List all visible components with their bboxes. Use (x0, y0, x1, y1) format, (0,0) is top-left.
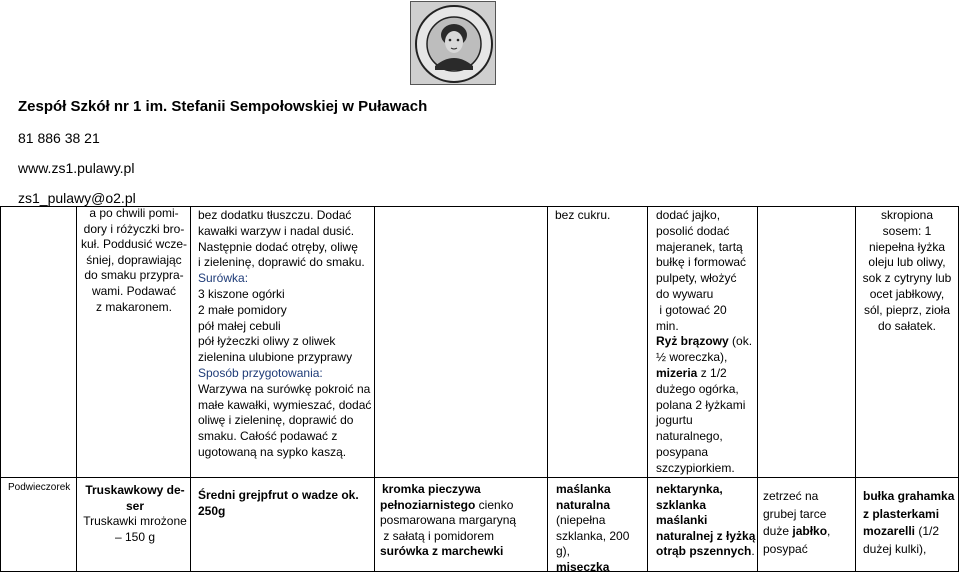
text-line: smaku. Całość podawać z (198, 429, 338, 444)
row2-col4-cell (556, 482, 646, 572)
text-line: a po chwili pomi- (89, 206, 179, 220)
text-line: niepełna łyżka (868, 239, 946, 254)
text-line: śniej, doprawiając (86, 252, 182, 267)
bold-span: mozarelli (863, 524, 916, 538)
text-line: i gotować 20 (656, 302, 727, 317)
text-line: ½ woreczka), (656, 350, 728, 365)
col-border (855, 206, 856, 572)
podwieczorek-label-cell (8, 482, 76, 494)
text-line (763, 523, 855, 541)
text-line: szklanka (656, 497, 707, 512)
text-line: miseczka (556, 559, 610, 572)
website-address[interactable]: www.zs1.pulawy.pl (18, 160, 135, 176)
text-span: (1/2 (915, 524, 940, 538)
text-line: dużej kulki), (863, 541, 927, 556)
text-line: dużego ogórka, (656, 381, 739, 396)
text-line: kuł. Poddusić wcze- (80, 237, 188, 252)
ryz-label: Ryż brązowy (656, 334, 729, 349)
text-line: wami. Podawać (91, 283, 177, 298)
text-line: zetrzeć na (763, 489, 819, 503)
col-border (374, 206, 375, 572)
text-line: do wywaru (656, 286, 714, 301)
col-border-left (0, 206, 1, 572)
text-span: . (751, 544, 755, 559)
text-line: sok z cytryny lub (862, 271, 952, 286)
col-border (757, 206, 758, 572)
mizeria-rest: z 1/2 (697, 365, 727, 380)
text-line: dory i różyczki bro- (83, 221, 185, 236)
row2-col6-cell (763, 488, 855, 558)
text-line: polana 2 łyżkami (656, 397, 746, 412)
text-line: Następnie dodać otręby, oliwę (198, 239, 358, 254)
surowka-label: Surówka: (198, 271, 249, 286)
text-line: 250g (198, 503, 226, 518)
email-address[interactable]: zs1_pulawy@o2.pl (18, 190, 136, 206)
text-line: pulpety, włożyć (656, 271, 737, 286)
text-line (863, 523, 958, 541)
bold-span: otrąb pszennych (656, 544, 752, 559)
portrait-seal-image (411, 2, 496, 85)
text-span: cienko (475, 497, 514, 512)
text-line: posmarowana margaryną (380, 513, 517, 528)
text-line: kromka pieczywa (382, 482, 481, 496)
text-line: posypana (656, 444, 709, 459)
row1-col1-cell (78, 206, 190, 315)
text-line: nektarynka, (656, 482, 723, 496)
text-line: naturalnej z łyżką (656, 528, 756, 543)
row2-col7-cell (863, 488, 958, 558)
text-line: oleju lub oliwy, (868, 255, 946, 270)
text-line: naturalna (556, 497, 611, 512)
bold-span: pełnoziarnistego (380, 497, 476, 512)
bold-span: jabłko (792, 524, 828, 538)
text-line (380, 498, 546, 514)
text-line: naturalnego, (656, 429, 723, 444)
ingredient-line: zielenina ulubione przyprawy (198, 350, 353, 365)
sposob-label: Sposób przygotowania: (198, 365, 323, 380)
phone-number: 81 886 38 21 (18, 130, 100, 146)
row1-col7-cell (857, 208, 957, 334)
row-divider (0, 477, 959, 478)
text-line: ocet jabłkowy, (869, 286, 945, 301)
ingredient-line: pół łyżeczki oliwy z oliwek (198, 334, 336, 349)
text-line: oliwę i zieleninę, doprawić do (198, 413, 354, 428)
text-line: dodać jajko, (656, 208, 721, 222)
text-line: posolić dodać (656, 223, 730, 238)
col-border (647, 206, 648, 572)
mizeria-label: mizeria (656, 365, 698, 380)
text-line (656, 334, 756, 350)
text-line: szklanka, 200 g), (556, 528, 630, 559)
school-logo (410, 1, 496, 85)
school-name: Zespół Szkół nr 1 im. Stefanii Sempołowskiej w Puławach (18, 98, 428, 115)
text-line: skropiona (880, 208, 934, 222)
text-line: surówka z marchewki (380, 544, 504, 559)
text-line: bułkę i formować (656, 255, 747, 270)
col-border (190, 206, 191, 572)
text-line: (niepełna (556, 513, 606, 528)
col-border (547, 206, 548, 572)
dish-title-line: Truskawkowy de- (85, 483, 185, 497)
text-line: bez cukru. (555, 208, 611, 222)
text-line: bez dodatku tłuszczu. Dodać (198, 208, 352, 222)
meal-label: Podwieczorek (8, 482, 71, 493)
text-line: maślanka (556, 482, 611, 496)
text-line: sosem: 1 (882, 223, 932, 238)
dish-title-line: ser (125, 498, 145, 513)
col-border (76, 206, 77, 572)
text-line: do smaku przypra- (84, 268, 184, 283)
text-line: majeranek, tartą (656, 239, 743, 254)
text-line (656, 366, 756, 382)
text-line: szczypiorkiem. (656, 460, 735, 475)
text-span: duże (763, 524, 793, 538)
text-line: sól, pieprz, zioła (863, 302, 951, 317)
text-line: kawałki warzyw i nadal dusić. (198, 223, 355, 238)
row2-col2-cell (198, 488, 374, 519)
ingredient-line: 3 kiszone ogórki (198, 286, 285, 301)
text-line: – 150 g (114, 529, 156, 544)
text-line: z plasterkami (863, 506, 940, 521)
text-line: Truskawki mrożone (83, 514, 187, 529)
ingredient-line: 2 małe pomidory (198, 302, 287, 317)
row2-col3-cell (380, 482, 546, 560)
ryz-rest: (ok. (728, 334, 753, 349)
row2-col5-cell (656, 482, 756, 560)
text-line: Średni grejpfrut o wadze ok. (198, 488, 359, 502)
text-line: grubej tarce (763, 506, 827, 521)
text-line: i zieleninę, doprawić do smaku. (198, 255, 365, 270)
text-line: z sałatą i pomidorem (380, 528, 495, 543)
text-line: bułka grahamka (863, 489, 955, 503)
row1-col4-cell (555, 208, 645, 224)
text-line: małe kawałki, wymieszać, dodać (198, 397, 372, 412)
row2-col1-cell (80, 483, 190, 545)
text-line: jogurtu (656, 413, 693, 428)
text-line: min. (656, 318, 679, 333)
text-line: z makaronem. (95, 299, 173, 314)
text-line: Warzywa na surówkę pokroić na (198, 381, 371, 396)
text-line (656, 544, 756, 560)
text-line: posypać (763, 541, 808, 556)
text-line: maślanki (656, 513, 708, 528)
ingredient-line: pół małej cebuli (198, 318, 281, 333)
text-span: , (827, 524, 831, 538)
row1-col5-cell (656, 208, 756, 477)
text-line: ugotowaną na sypko kaszą. (198, 444, 347, 459)
row1-col2-cell (198, 208, 374, 461)
text-line: do sałatek. (877, 318, 937, 333)
